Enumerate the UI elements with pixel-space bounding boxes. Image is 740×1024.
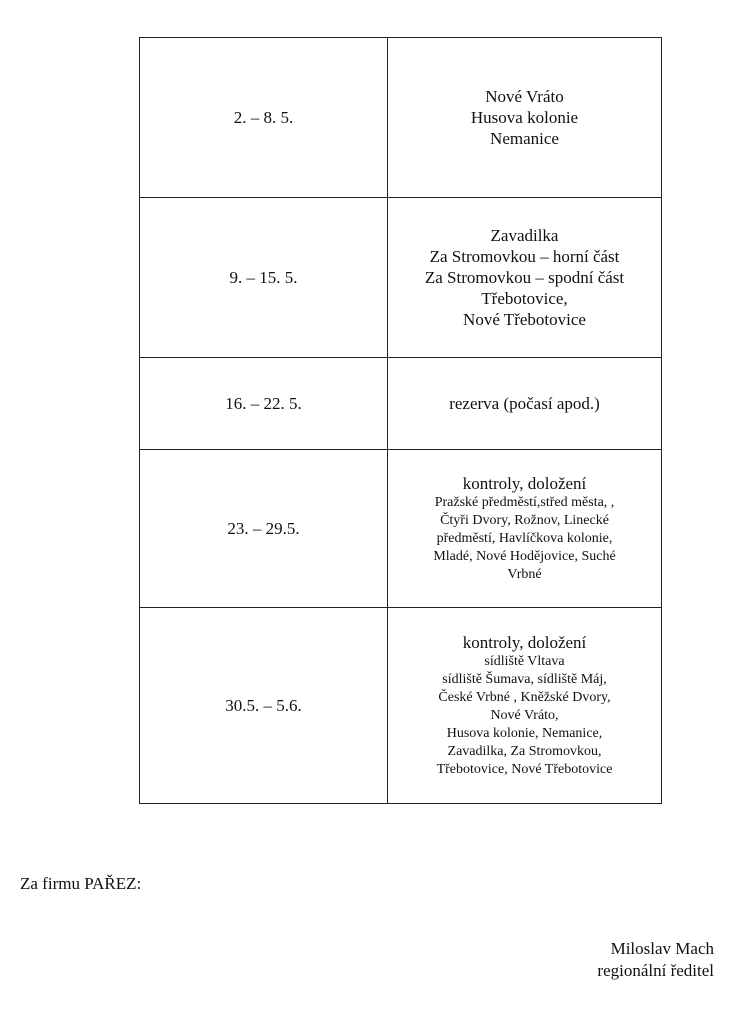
schedule-row <box>140 198 662 358</box>
location-detail-line: České Vrbné , Kněžské Dvory, <box>438 690 611 705</box>
schedule-table <box>139 37 662 804</box>
location-line: Nové Třebotovice <box>463 310 586 329</box>
location-detail-line: Pražské předměstí,střed města, , <box>434 495 615 510</box>
cell-heading: kontroly, doložení <box>462 474 587 493</box>
location-detail-line: Třebotovice, Nové Třebotovice <box>436 762 613 777</box>
location-detail-line: Vrbné <box>507 567 542 582</box>
company-label: Za firmu PAŘEZ: <box>20 874 142 893</box>
locations-cell <box>388 608 662 804</box>
date-range-cell: 9. – 15. 5. <box>140 198 388 358</box>
cell-heading: kontroly, doložení <box>462 633 587 652</box>
location-line: Třebotovice, <box>481 289 568 308</box>
signatory-name: Miloslav Mach <box>610 939 714 958</box>
location-detail-line: sídliště Šumava, sídliště Máj, <box>442 672 607 687</box>
signatory-title: regionální ředitel <box>597 961 714 980</box>
location-line: Nemanice <box>490 129 559 148</box>
location-line: Za Stromovkou – horní část <box>429 247 620 266</box>
schedule-row <box>140 608 662 804</box>
location-detail-line: Nové Vráto, <box>490 708 559 723</box>
location-detail-line: sídliště Vltava <box>484 654 565 669</box>
location-detail-line: předměstí, Havlíčkova kolonie, <box>436 531 613 546</box>
locations-cell <box>388 358 662 450</box>
date-range-cell: 2. – 8. 5. <box>140 38 388 198</box>
date-range-cell: 16. – 22. 5. <box>140 358 388 450</box>
location-line: rezerva (počasí apod.) <box>449 394 600 413</box>
location-line: Zavadilka <box>490 226 559 245</box>
schedule-row <box>140 450 662 608</box>
signature-block <box>597 938 714 982</box>
date-range-cell: 23. – 29.5. <box>140 450 388 608</box>
location-detail-line: Mladé, Nové Hodějovice, Suché <box>433 549 616 564</box>
schedule-row <box>140 358 662 450</box>
location-line: Za Stromovkou – spodní část <box>424 268 625 287</box>
location-detail-line: Čtyři Dvory, Rožnov, Linecké <box>440 513 609 528</box>
locations-cell <box>388 450 662 608</box>
location-detail-line: Zavadilka, Za Stromovkou, <box>447 744 602 759</box>
locations-cell <box>388 198 662 358</box>
date-range-cell: 30.5. – 5.6. <box>140 608 388 804</box>
location-line: Nové Vráto <box>485 87 564 106</box>
schedule-row <box>140 38 662 198</box>
location-line: Husova kolonie <box>470 108 579 127</box>
locations-cell <box>388 38 662 198</box>
location-detail-line: Husova kolonie, Nemanice, <box>446 726 603 741</box>
